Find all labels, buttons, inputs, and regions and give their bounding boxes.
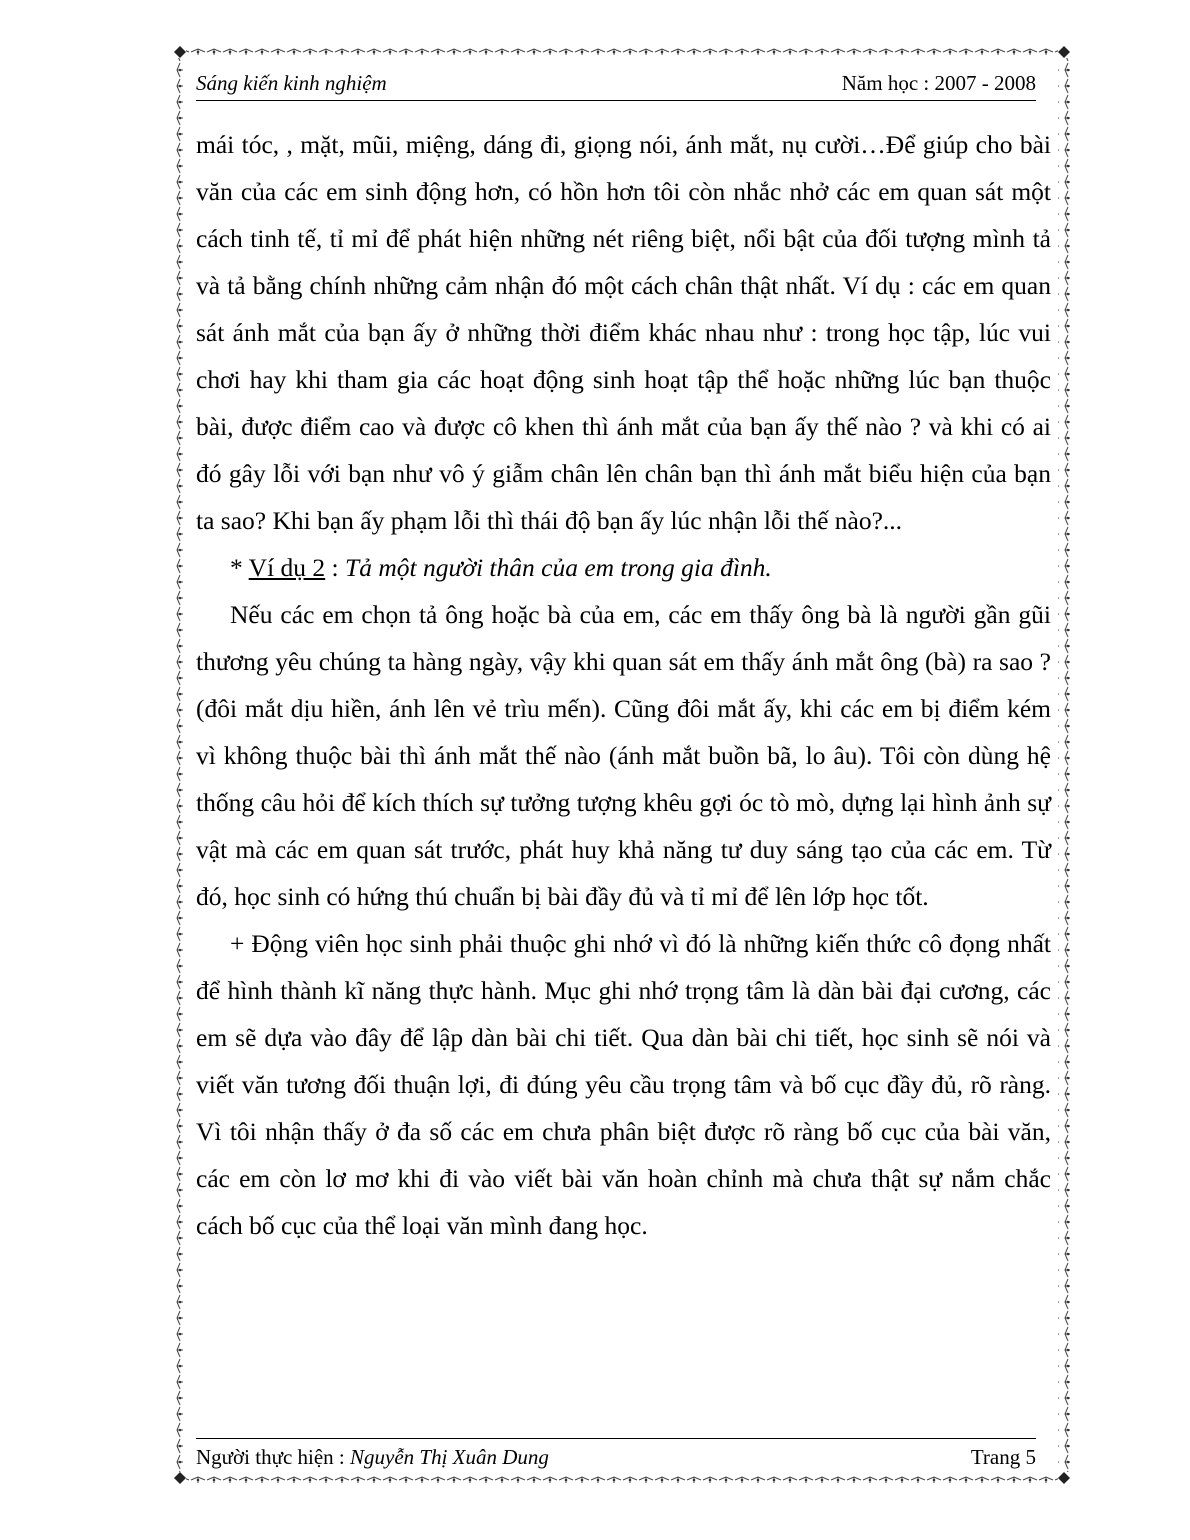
footer-author — [196, 1445, 549, 1470]
paragraph-example-2 — [196, 544, 1051, 591]
example-prompt: Tả một người thân của em trong gia đình. — [345, 553, 772, 582]
footer-author-name: Nguyễn Thị Xuân Dung — [350, 1445, 549, 1469]
page-footer — [196, 1438, 1036, 1479]
border-top — [186, 46, 1058, 58]
header-title: Sáng kiến kinh nghiệm — [196, 71, 387, 95]
header-school-year: Năm học : 2007 - 2008 — [841, 71, 1036, 95]
paragraph-3: Nếu các em chọn tả ông hoặc bà của em, các em thấy ông bà là người gần gũi thương yêu chúng ta hàng ngày, vậy khi quan sát em thấy ánh mắt ông (bà) ra sao ? (đôi mắt dịu hiền, ánh lên vẻ trìu mến). Cũng đôi mắt ấy, khi các em bị điểm kém vì không thuộc bài thì ánh mắt thế nào (ánh mắt buồn bã, lo âu). Tôi còn dùng hệ thống câu hỏi để kích thích sự tưởng tượng khêu gợi óc tò mò, dựng lại hình ảnh sự vật mà các em quan sát trước, phát huy khả năng tư duy sáng tạo của các em. Từ đó, học sinh có hứng thú chuẩn bị bài đầy đủ và tỉ mỉ để lên lớp học tốt. — [196, 600, 1051, 911]
example-separator: : — [325, 553, 346, 582]
page-header — [196, 68, 1036, 101]
border-right — [1058, 58, 1070, 1472]
footer-page-number: Trang 5 — [970, 1445, 1036, 1469]
paragraph-1: mái tóc, , mặt, mũi, miệng, dáng đi, giọng nói, ánh mắt, nụ cười…Để giúp cho bài văn của các em sinh động hơn, có hồn hơn tôi còn nhắc nhở các em quan sát một cách tinh tế, tỉ mỉ để phát hiện những nét riêng biệt, nổi bật của đối tượng mình tả và tả bằng chính những cảm nhận đó một cách chân thật nhất. Ví dụ : các em quan sát ánh mắt của bạn ấy ở những thời điểm khác nhau như : trong học tập, lúc vui chơi hay khi tham gia các hoạt động sinh hoạt tập thể hoặc những lúc bạn thuộc bài, được điểm cao và được cô khen thì ánh mắt của bạn ấy thế nào ? và khi có ai đó gây lỗi với bạn như vô ý giẫm chân lên chân bạn thì ánh mắt biểu hiện của bạn ta sao? Khi bạn ấy phạm lỗi thì thái độ bạn ấy lúc nhận lỗi thế nào?... — [196, 130, 1051, 535]
footer-author-label: Người thực hiện : — [196, 1445, 351, 1469]
border-left — [174, 58, 186, 1472]
paragraph-4: + Động viên học sinh phải thuộc ghi nhớ vì đó là những kiến thức cô đọng nhất để hình thành kĩ năng thực hành. Mục ghi nhớ trọng tâm là dàn bài đại cương, các em sẽ dựa vào đây để lập dàn bài chi tiết. Qua dàn bài chi tiết, học sinh sẽ nói và viết văn tương đối thuận lợi, đi đúng yêu cầu trọng tâm và bố cục đầy đủ, rõ ràng. Vì tôi nhận thấy ở đa số các em chưa phân biệt được rõ ràng bố cục của bài văn, các em còn lơ mơ khi đi vào viết bài văn hoàn chỉnh mà chưa thật sự nắm chắc cách bố cục của thể loại văn mình đang học. — [196, 929, 1051, 1240]
body-text — [196, 121, 1051, 1249]
example-label: Ví dụ 2 — [248, 553, 326, 582]
example-bullet: * — [230, 553, 249, 582]
